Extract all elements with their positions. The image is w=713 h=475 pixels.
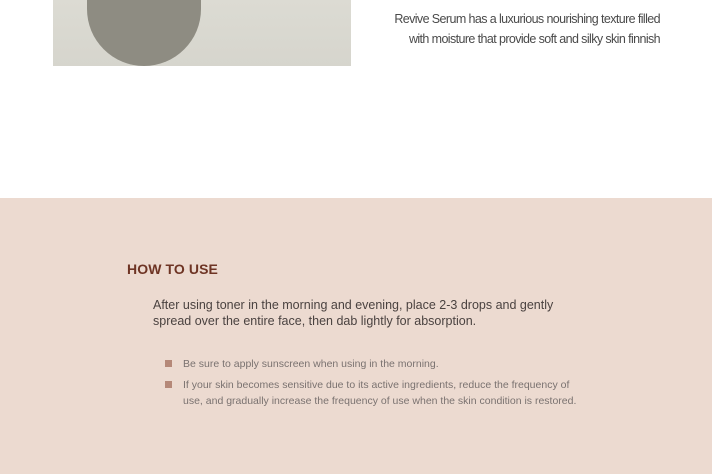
square-bullet-icon <box>165 381 172 388</box>
serum-bottle-shape <box>87 0 201 66</box>
tip-text: If your skin becomes sensitive due to its active ingredients, reduce the frequency of <box>183 379 570 391</box>
how-to-use-instructions <box>153 297 573 329</box>
tip-text: Be sure to apply sunscreen when using in the morning. <box>183 358 439 370</box>
tip-item <box>165 377 605 409</box>
tip-text: use, and gradually increase the frequency of use when the skin condition is restored. <box>183 395 577 407</box>
product-description-line: Revive Serum has a luxurious nourishing texture filled <box>394 12 660 26</box>
product-description <box>360 9 660 49</box>
how-to-use-title: HOW TO USE <box>127 261 218 277</box>
tips-list <box>165 356 605 414</box>
instructions-line: spread over the entire face, then dab lightly for absorption. <box>153 314 477 328</box>
instructions-line: After using toner in the morning and evening, place 2-3 drops and gently <box>153 298 554 312</box>
how-to-use-section <box>0 198 712 474</box>
tip-item <box>165 356 605 372</box>
product-image <box>53 0 351 66</box>
square-bullet-icon <box>165 360 172 367</box>
product-description-line: with moisture that provide soft and silky skin finnish <box>408 32 660 46</box>
